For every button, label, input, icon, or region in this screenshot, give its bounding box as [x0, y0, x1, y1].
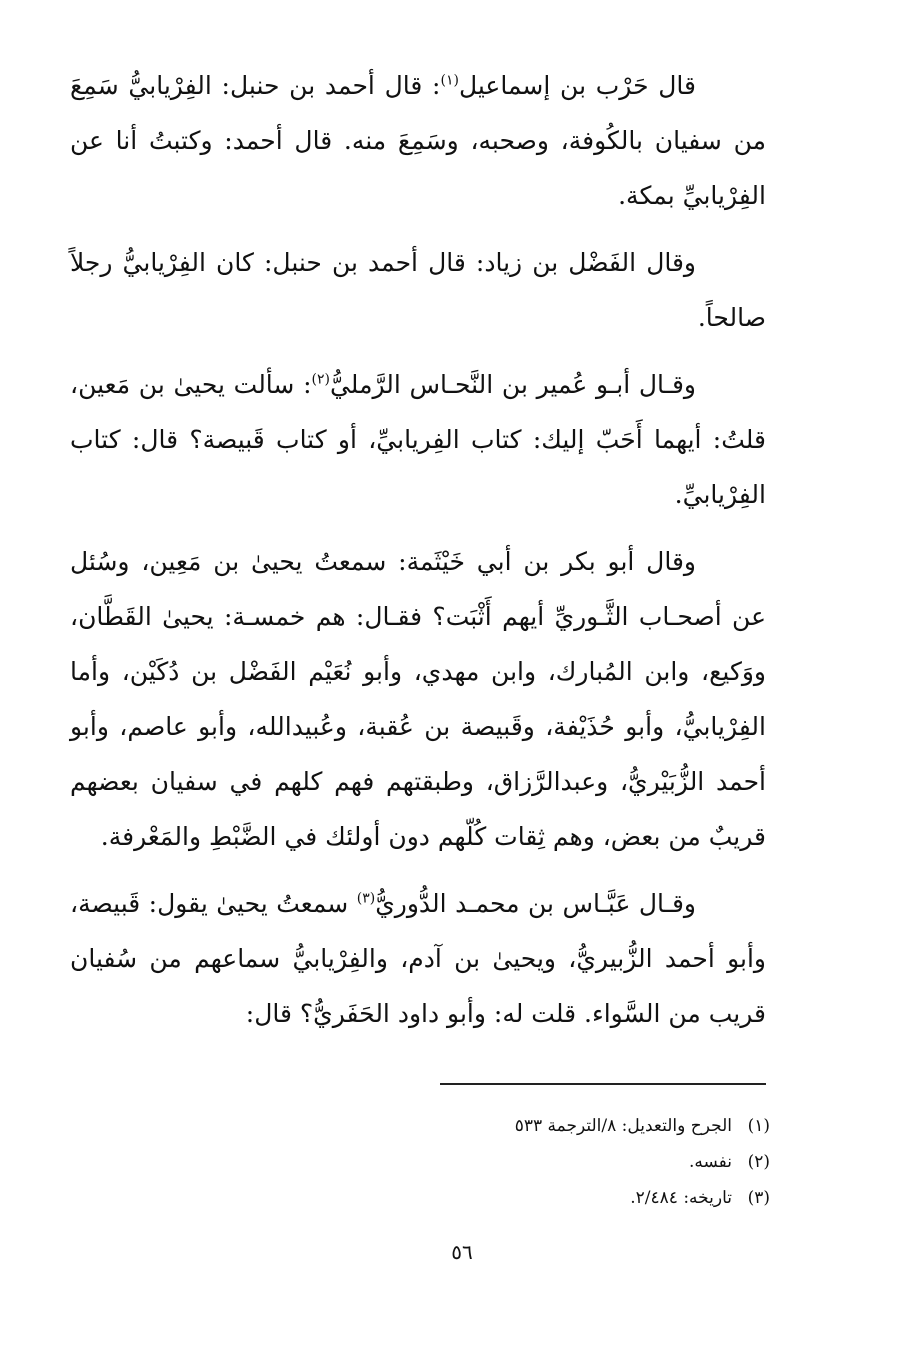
- footnote-number: (٢): [747, 1152, 770, 1172]
- footnote-number: (٣): [747, 1188, 770, 1208]
- footnote-reference: (٣): [356, 890, 376, 907]
- paragraph-text: وقال الفَضْل بن زياد: قال أحمد بن حنبل: كان الفِرْيابيُّ رجلاً صالحاً.: [70, 248, 766, 332]
- paragraph-text: : قال أحمد بن حنبل: الفِرْيابيُّ سَمِعَ من سفيان بالكُوفة، وصحبه، وسَمِعَ منه. قال أحمد: وكتبتُ أنا عن الفِرْيابيِّ بمكة.: [70, 71, 766, 210]
- paragraph: [70, 534, 766, 864]
- footnote-reference: (١): [440, 72, 459, 89]
- footnote-number: (١): [747, 1116, 770, 1136]
- paragraph-text: سمعتُ يحيىٰ يقول: قَبيصة، وأبو أحمد الزُّبيريُّ، ويحيىٰ بن آدم، والفِرْيابيُّ سماعهم من سُفيان قريب من السَّواء. قلت له: وأبو داود الحَفَريُّ؟ قال:: [70, 889, 766, 1028]
- footnote: [380, 1108, 770, 1144]
- footnote-reference: (٢): [311, 371, 330, 388]
- paragraph-text: : سألت يحيىٰ بن مَعين، قلتُ: أيهما أَحَبّ إليك: كتاب الفِريابيِّ، أو كتاب قَبيصة؟ قال: كتاب الفِرْيابيِّ.: [70, 370, 766, 509]
- paragraph: [70, 357, 766, 522]
- footnote-separator: [440, 1083, 766, 1085]
- footnote-text: تاريخه: ٢/٤٨٤.: [630, 1188, 732, 1208]
- paragraph-text: وقال أبو بكر بن أبي خَيْثَمة: سمعتُ يحيىٰ بن مَعِين، وسُئل عن أصحـاب الثَّـوريِّ أيهم أَثْبَت؟ فقـال: هم خمسـة: يحيىٰ القَطَّان، ووَكيع، وابن المُبارك، وابن مهدي، وأبو نُعَيْم الفَضْل بن دُكَيْن، وأما الفِرْيابيُّ، وأبو حُذَيْفة، وقَبيصة بن عُقبة، وعُبيدالله، وأبو عاصم، وأبو أحمد الزُّبَيْريُّ، وعبدالرَّزاق، وطبقتهم فهم كلهم في سفيان بعضهم قريبٌ من بعض، وهم ثِقات كُلّهم دون أولئك في الضَّبْطِ والمَعْرفة.: [70, 547, 766, 851]
- paragraph: [70, 876, 766, 1041]
- paragraph-text: وقـال أبـو عُمير بن النَّحـاس الرَّمليُّ: [329, 370, 696, 399]
- page-number: ٥٦: [451, 1240, 473, 1264]
- paragraph-text: وقـال عَبَّـاس بن محمـد الدُّوريُّ: [375, 889, 696, 918]
- main-text: [70, 58, 766, 1053]
- footnote: [380, 1180, 770, 1216]
- paragraph-text: قال حَرْب بن إسماعيل: [458, 71, 697, 100]
- footnote-text: نفسه.: [688, 1152, 732, 1172]
- paragraph: [70, 235, 766, 345]
- paragraph: [70, 58, 766, 223]
- footnotes: [380, 1108, 770, 1216]
- footnote-text: الجرح والتعديل: ٨/الترجمة ٥٣٣: [514, 1116, 732, 1136]
- footnote: [380, 1144, 770, 1180]
